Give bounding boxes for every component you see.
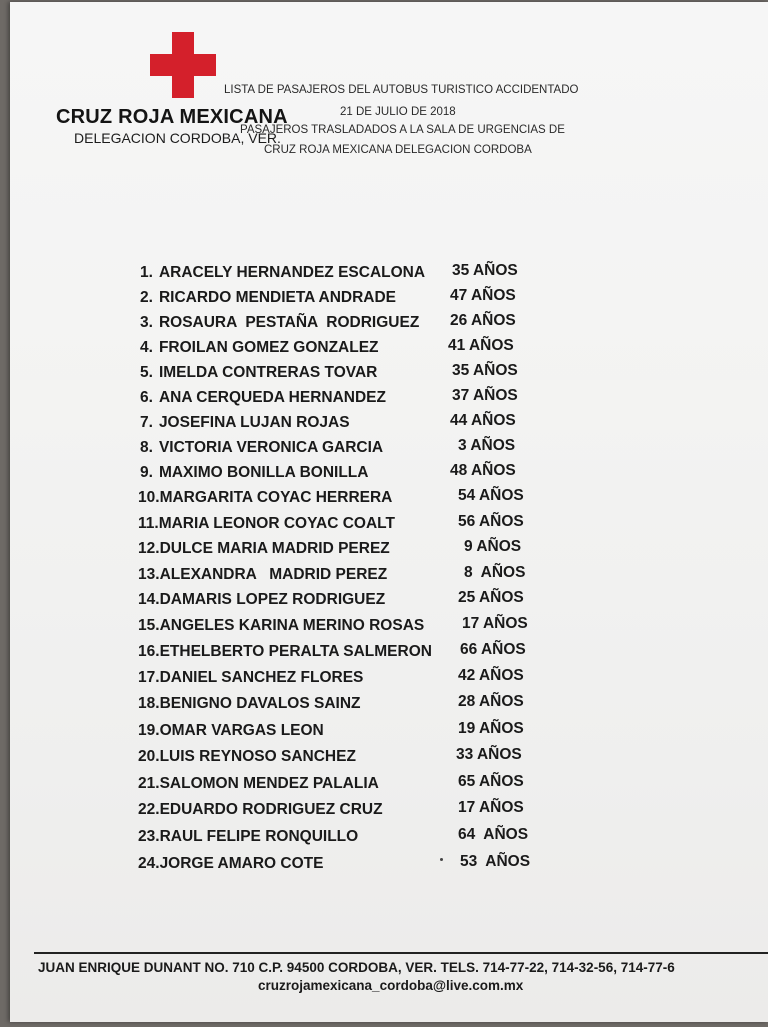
passenger-number: 8. (140, 439, 153, 456)
list-item (138, 513, 524, 537)
passenger-number: 11. (138, 515, 159, 532)
passenger-number: 17. (138, 669, 160, 686)
passenger-number: 19. (138, 722, 160, 739)
passenger-name: JORGE AMARO COTE (159, 855, 324, 872)
passenger-name: DAMARIS LOPEZ RODRIGUEZ (159, 591, 386, 608)
passenger-number: 2. (140, 289, 153, 306)
passenger-number: 5. (140, 364, 153, 381)
passenger-age: 35 AÑOS (452, 262, 518, 279)
passenger-age: 9 AÑOS (464, 538, 522, 555)
list-item (138, 538, 522, 562)
list-title: LISTA DE PASAJEROS DEL AUTOBUS TURISTICO ACCIDENTADO (224, 84, 579, 96)
passenger-age: 54 AÑOS (458, 487, 524, 504)
passenger-age: 3 AÑOS (458, 437, 516, 454)
list-item (140, 412, 516, 436)
passenger-name: ALEXANDRA MADRID PEREZ (159, 566, 388, 583)
list-item (138, 853, 531, 877)
list-item (138, 799, 524, 823)
passenger-name: FROILAN GOMEZ GONZALEZ (158, 339, 379, 356)
footer-email: cruzrojamexicana_cordoba@live.com.mx (258, 978, 524, 993)
passenger-name: ROSAURA PESTAÑA RODRIGUEZ (158, 314, 420, 331)
list-item (138, 667, 524, 691)
passenger-age: 8 AÑOS (464, 564, 526, 581)
passenger-age: 33 AÑOS (456, 746, 522, 763)
list-item (140, 262, 518, 286)
passenger-number: 13. (138, 566, 160, 583)
passenger-number: 6. (140, 389, 153, 406)
passenger-age: 19 AÑOS (458, 720, 524, 737)
org-name: CRUZ ROJA MEXICANA (56, 106, 288, 128)
passenger-age: 66 AÑOS (460, 641, 526, 658)
list-item (138, 693, 524, 717)
passenger-number: 9. (140, 464, 153, 481)
list-item (138, 615, 528, 639)
list-item (140, 387, 518, 411)
passenger-number: 12. (138, 540, 160, 557)
passenger-name: RICARDO MENDIETA ANDRADE (158, 289, 397, 306)
passenger-number: 24. (138, 855, 160, 872)
footer-divider (34, 952, 768, 954)
passenger-number: 14. (138, 591, 160, 608)
passenger-name: DANIEL SANCHEZ FLORES (159, 669, 364, 686)
list-item (140, 462, 516, 486)
passenger-age: 37 AÑOS (452, 387, 518, 404)
passenger-age: 41 AÑOS (448, 337, 514, 354)
passenger-number: 4. (140, 339, 153, 356)
list-item (138, 746, 522, 770)
passenger-age: 17 AÑOS (462, 615, 528, 632)
passenger-name: ANA CERQUEDA HERNANDEZ (158, 389, 386, 406)
list-item (138, 720, 524, 744)
passenger-age: 17 AÑOS (458, 799, 524, 816)
list-subtitle-line1: PASAJEROS TRASLADADOS A LA SALA DE URGENCIAS DE (240, 124, 565, 136)
passenger-age: 47 AÑOS (450, 287, 516, 304)
passenger-number: 22. (138, 801, 160, 818)
list-item (138, 773, 524, 797)
passenger-age: 56 AÑOS (458, 513, 524, 530)
org-delegation: DELEGACION CORDOBA, VER. (74, 130, 281, 146)
passenger-age: 48 AÑOS (450, 462, 516, 479)
passenger-name: BENIGNO DAVALOS SAINZ (159, 695, 361, 712)
passenger-name: MAXIMO BONILLA BONILLA (158, 464, 369, 481)
passenger-number: 1. (140, 264, 153, 281)
list-item (138, 826, 529, 850)
passenger-name: EDUARDO RODRIGUEZ CRUZ (159, 801, 383, 818)
footer-address: JUAN ENRIQUE DUNANT NO. 710 C.P. 94500 CORDOBA, VER. TELS. 714-77-22, 714-32-56, 714-77-6 (38, 960, 675, 975)
passenger-age: 65 AÑOS (458, 773, 524, 790)
passenger-name: ANGELES KARINA MERINO ROSAS (159, 617, 425, 634)
list-item (140, 437, 516, 461)
list-item (138, 487, 524, 511)
passenger-name: OMAR VARGAS LEON (159, 722, 324, 739)
list-item (140, 312, 516, 336)
passenger-name: MARIA LEONOR COYAC COALT (158, 515, 395, 532)
passenger-number: 10. (138, 489, 160, 506)
passenger-age: 64 AÑOS (458, 826, 529, 843)
passenger-name: JOSEFINA LUJAN ROJAS (158, 414, 350, 431)
list-item (140, 362, 518, 386)
passenger-age: 25 AÑOS (458, 589, 524, 606)
list-date: 21 DE JULIO DE 2018 (340, 106, 456, 118)
list-item (140, 287, 516, 311)
document-page (10, 2, 768, 1022)
passenger-name: RAUL FELIPE RONQUILLO (159, 828, 359, 845)
ink-dot (440, 858, 443, 861)
passenger-number: 20. (138, 748, 160, 765)
passenger-number: 23. (138, 828, 160, 845)
passenger-number: 7. (140, 414, 153, 431)
list-subtitle-line2: CRUZ ROJA MEXICANA DELEGACION CORDOBA (264, 144, 532, 156)
passenger-number: 16. (138, 643, 160, 660)
passenger-name: ARACELY HERNANDEZ ESCALONA (158, 264, 426, 281)
passenger-age: 53 AÑOS (460, 853, 531, 870)
passenger-age: 44 AÑOS (450, 412, 516, 429)
passenger-age: 26 AÑOS (450, 312, 516, 329)
list-item (138, 589, 524, 613)
list-item (140, 337, 514, 361)
passenger-number: 15. (138, 617, 160, 634)
passenger-name: LUIS REYNOSO SANCHEZ (159, 748, 356, 765)
passenger-number: 21. (138, 775, 160, 792)
list-item (138, 564, 526, 588)
passenger-number: 3. (140, 314, 153, 331)
passenger-name: VICTORIA VERONICA GARCIA (158, 439, 384, 456)
passenger-name: IMELDA CONTRERAS TOVAR (158, 364, 378, 381)
passenger-number: 18. (138, 695, 160, 712)
passenger-age: 35 AÑOS (452, 362, 518, 379)
passenger-name: ETHELBERTO PERALTA SALMERON (159, 643, 432, 660)
passenger-age: 42 AÑOS (458, 667, 524, 684)
passenger-name: MARGARITA COYAC HERRERA (159, 489, 393, 506)
red-cross-logo (150, 32, 216, 98)
passenger-age: 28 AÑOS (458, 693, 524, 710)
passenger-name: DULCE MARIA MADRID PEREZ (159, 540, 390, 557)
list-item (138, 641, 526, 665)
passenger-name: SALOMON MENDEZ PALALIA (159, 775, 379, 792)
